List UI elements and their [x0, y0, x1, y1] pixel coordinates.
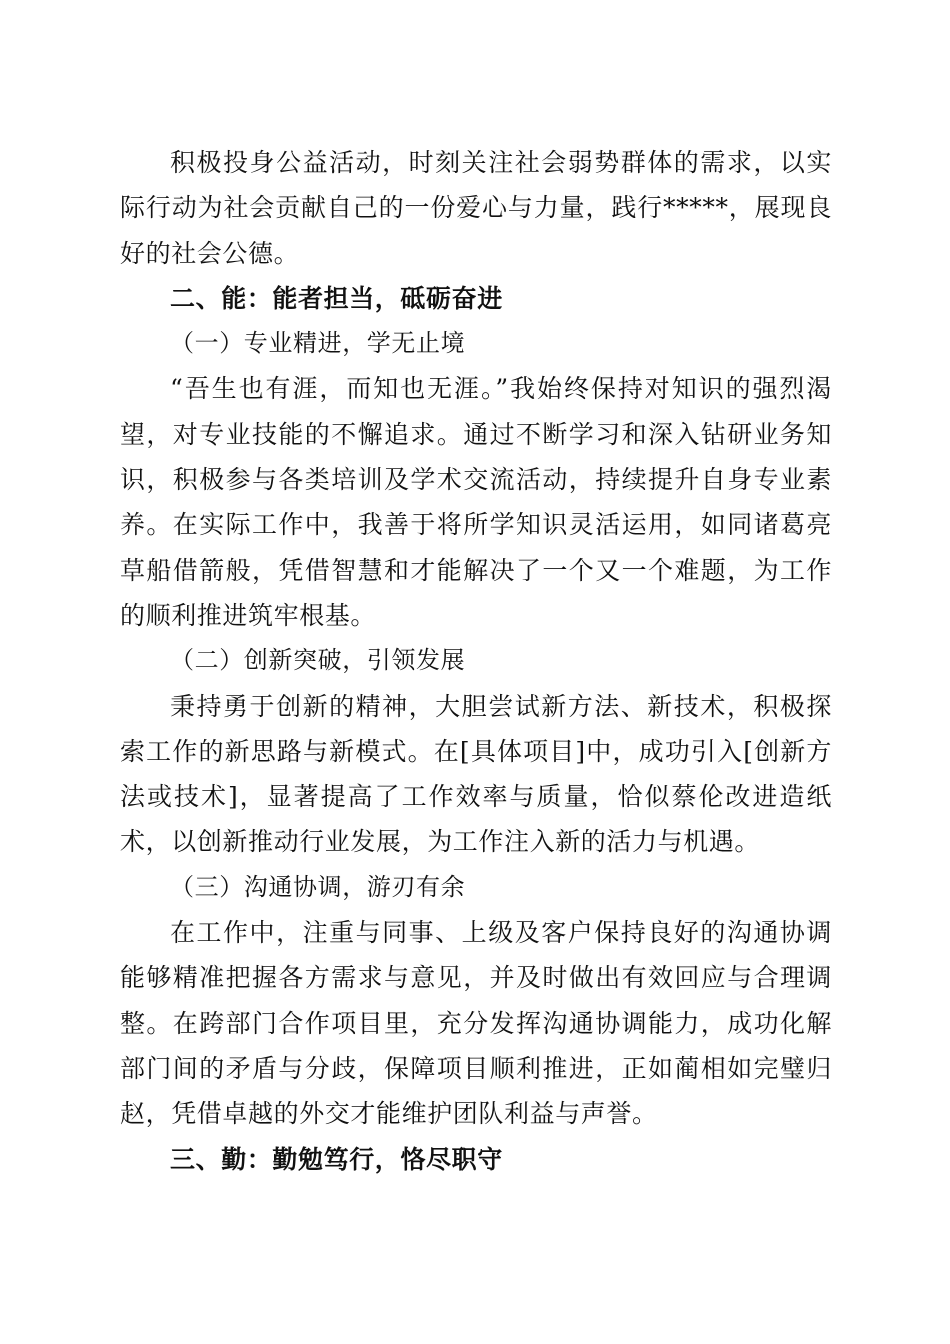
section-heading-diligence: 三、勤：勤勉笃行，恪尽职守 — [170, 1144, 503, 1174]
paragraph-public-welfare: 积极投身公益活动，时刻关注社会弱势群体的需求，以实际行动为社会贡献自己的一份爱心与力量，践行*****，展现良好的社会公德。 — [120, 148, 832, 268]
subsection-heading-innovation: （二）创新突破，引领发展 — [170, 646, 466, 675]
subsection-heading-professional: （一）专业精进，学无止境 — [170, 329, 466, 358]
section-heading-ability: 二、能：能者担当，砥砺奋进 — [170, 283, 503, 313]
document-body — [120, 140, 832, 1182]
paragraph-professional: “吾生也有涯，而知也无涯。”我始终保持对知识的强烈渴望，对专业技能的不懈追求。通过不断学习和深入钻研业务知识，积极参与各类培训及学术交流活动，持续提升自身专业素养。在实际工作中，我善于将所学知识灵活运用，如同诸葛亮草船借箭般，凭借智慧和才能解决了一个又一个难题，为工作的顺利推进筑牢根基。 — [120, 374, 832, 630]
paragraph-communication: 在工作中，注重与同事、上级及客户保持良好的沟通协调能够精准把握各方需求与意见，并及时做出有效回应与合理调整。在跨部门合作项目里，充分发挥沟通协调能力，成功化解部门间的矛盾与分歧，保障项目顺利推进，正如蔺相如完璧归赵，凭借卓越的外交才能维护团队利益与声誉。 — [120, 918, 832, 1129]
paragraph-innovation: 秉持勇于创新的精神，大胆尝试新方法、新技术，积极探索工作的新思路与新模式。在[具体项目]中，成功引入[创新方法或技术]，显著提高了工作效率与质量，恰似蔡伦改进造纸术，以创新推动行业发展，为工作注入新的活力与机遇。 — [120, 691, 832, 857]
subsection-heading-communication: （三）沟通协调，游刃有余 — [170, 872, 466, 901]
